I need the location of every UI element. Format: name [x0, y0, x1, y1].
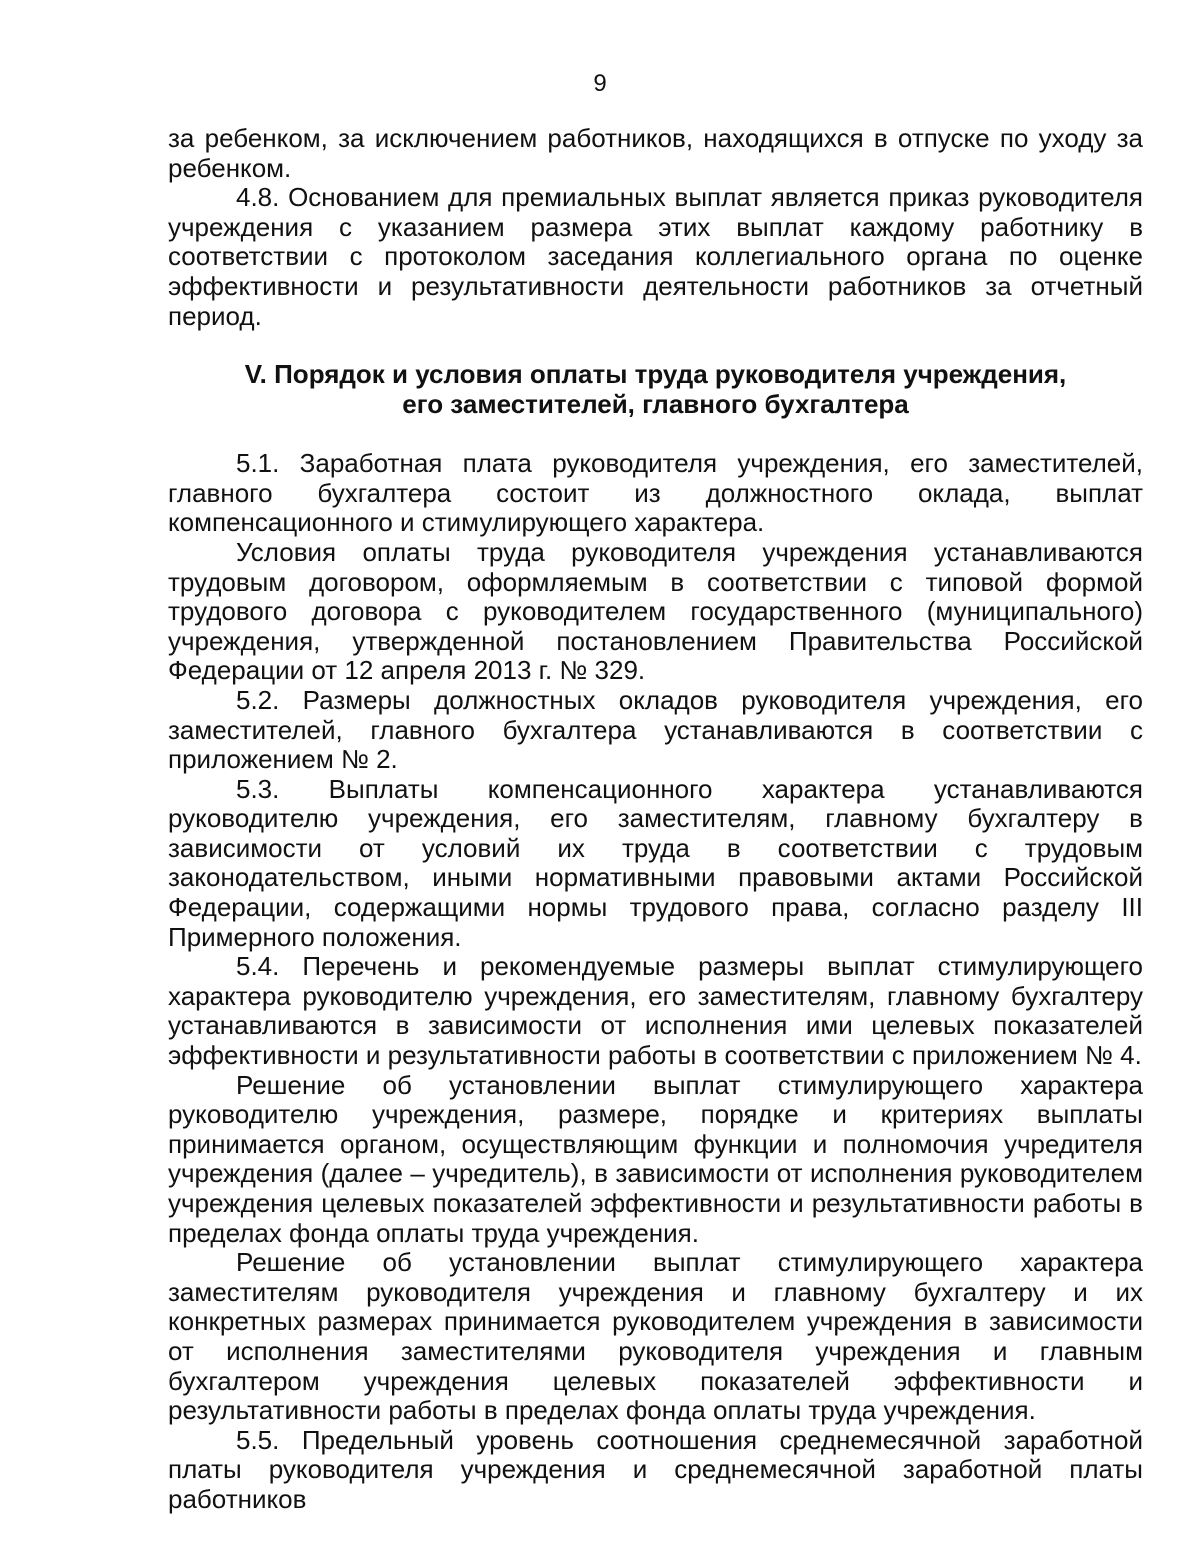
- paragraph-decision-deputies: Решение об установлении выплат стимулирующего характера заместителям руководителя учреждения и главному бухгалтеру и их конкретных размерах принимается руководителем учреждения в зависимости от исполнения заместителями руководителя учреждения и главным бухгалтером учреждения целевых показателей эффективности и результативности работы в пределах фонда оплаты труда учреждения.: [168, 1247, 1143, 1426]
- section-heading-line-1: V. Порядок и условия оплаты труда руководителя учреждения,: [244, 359, 1067, 390]
- paragraph-continuation: за ребенком, за исключением работников, находящихся в отпуске по уходу за ребенком.: [168, 123, 1143, 183]
- paragraph-5-5: 5.5. Предельный уровень соотношения среднемесячной заработной платы руководителя учреждения и среднемесячной заработной платы работников: [168, 1424, 1143, 1514]
- paragraph-5-1: 5.1. Заработная плата руководителя учреждения, его заместителей, главного бухгалтера состоит из должностного оклада, выплат компенсационного и стимулирующего характера.: [168, 448, 1143, 538]
- paragraph-5-3: 5.3. Выплаты компенсационного характера устанавливаются руководителю учреждения, его заместителям, главному бухгалтеру в зависимости от условий их труда в соответствии с трудовым законодательством, иными нормативными правовыми актами Российской Федерации, содержащими нормы трудового права, согласно разделу III Примерного положения.: [168, 773, 1143, 952]
- document-body: [168, 124, 1143, 1515]
- paragraph-5-4: 5.4. Перечень и рекомендуемые размеры выплат стимулирующего характера руководителю учреждения, его заместителям, главному бухгалтеру устанавливаются в зависимости от исполнения ими целевых показателей эффективности и результативности работы в соответствии с приложением № 4.: [168, 951, 1143, 1071]
- paragraph-4-8: 4.8. Основанием для премиальных выплат является приказ руководителя учреждения с указанием размера этих выплат каждому работнику в соответствии с протоколом заседания коллегиального органа по оценке эффективности и результативности деятельности работников за отчетный период.: [168, 182, 1143, 331]
- paragraph-decision-head: Решение об установлении выплат стимулирующего характера руководителю учреждения, размере, порядке и критериях выплаты принимается органом, осуществляющим функции и полномочия учредителя учреждения (далее – учредитель), в зависимости от исполнения руководителем учреждения целевых показателей эффективности и результативности работы в пределах фонда оплаты труда учреждения.: [168, 1069, 1143, 1248]
- paragraph-labor-conditions: Условия оплаты труда руководителя учреждения устанавливаются трудовым договором, оформляемым в соответствии с типовой формой трудового договора с руководителем государственного (муниципального) учреждения, утвержденной постановлением Правительства Российской Федерации от 12 апреля 2013 г. № 329.: [168, 536, 1143, 686]
- page-number: 9: [593, 70, 607, 97]
- section-heading-line-2: его заместителей, главного бухгалтера: [402, 389, 909, 420]
- paragraph-5-2: 5.2. Размеры должностных окладов руководителя учреждения, его заместителей, главного бухгалтера устанавливаются в соответствии с приложением № 2.: [168, 684, 1143, 775]
- section-heading: [168, 359, 1143, 419]
